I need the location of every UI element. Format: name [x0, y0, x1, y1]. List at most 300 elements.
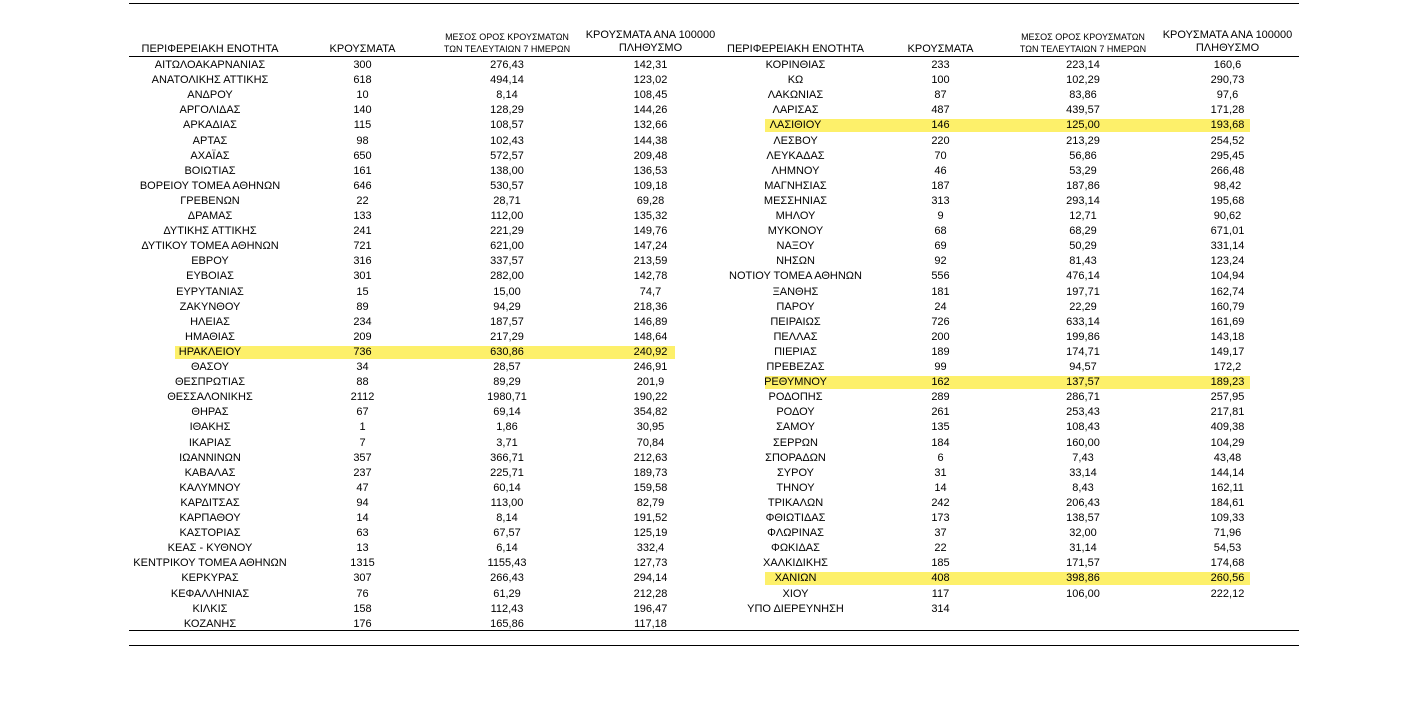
- right-cell-per100k: 184,61: [1210, 496, 1245, 509]
- right-cell-cases: 22: [934, 542, 947, 555]
- right-cell-cases: 220: [931, 134, 950, 147]
- left-cell-name: ΚΟΖΑΝΗΣ: [183, 617, 237, 630]
- left-cell-per100k: 246,91: [633, 361, 668, 373]
- left-cell-per100k: 136,53: [633, 164, 668, 177]
- left-cell-cases: 133: [353, 210, 372, 222]
- right-cell-name: ΣΑΜΟΥ: [776, 421, 815, 434]
- left-cell-avg7: 630,86: [490, 345, 524, 358]
- right-cell-per100k: 290,73: [1210, 74, 1245, 87]
- left-cell-avg7: 128,29: [490, 104, 524, 117]
- right-cell-cases: 185: [931, 557, 950, 570]
- right-cell-name: ΤΡΙΚΑΛΩΝ: [767, 496, 824, 509]
- right-cell-per100k: 104,94: [1210, 270, 1245, 283]
- left-cell-avg7: 337,57: [490, 255, 524, 268]
- left-cell-avg7: 621,00: [490, 240, 524, 253]
- right-cell-name: ΥΠΟ ΔΙΕΡΕΥΝΗΣΗ: [747, 602, 844, 615]
- right-table-row: [0, 511, 1409, 526]
- left-cell-per100k: 144,38: [633, 134, 668, 147]
- left-cell-per100k: 127,73: [633, 557, 668, 570]
- left-cell-cases: 721: [353, 240, 372, 253]
- right-cell-per100k: 149,17: [1210, 345, 1245, 358]
- left-cell-per100k: 159,58: [633, 481, 668, 494]
- right-table-row: [0, 73, 1409, 88]
- left-cell-name: ΗΜΑΘΙΑΣ: [185, 330, 235, 343]
- right-cell-per100k: 123,24: [1210, 255, 1245, 268]
- left-cell-cases: 15: [356, 285, 369, 298]
- left-cell-per100k: 70,84: [636, 436, 665, 449]
- right-cell-per100k: 217,81: [1210, 406, 1245, 419]
- left-cell-name: ΚΕΦΑΛΛΗΝΙΑΣ: [170, 587, 250, 600]
- right-cell-cases: 556: [931, 270, 950, 283]
- right-cell-cases: 24: [934, 300, 947, 313]
- right-table-row: [0, 360, 1409, 375]
- left-cell-per100k: 146,89: [633, 315, 668, 328]
- left-cell-cases: 47: [356, 481, 369, 494]
- left-header-avg7: ΜΕΣΟΣ ΟΡΟΣ ΚΡΟΥΣΜΑΤΩΝ ΤΩΝ ΤΕΛΕΥΤΑΙΩΝ 7 ΗΜΕΡΩΝ: [443, 32, 571, 54]
- right-cell-avg7: 137,57: [1066, 376, 1100, 389]
- right-table-row: [0, 405, 1409, 420]
- right-cell-per100k: 109,33: [1210, 512, 1245, 524]
- right-cell-cases: 146: [931, 119, 950, 132]
- left-cell-name: ΓΡΕΒΕΝΩΝ: [180, 194, 240, 207]
- left-cell-per100k: 209,48: [633, 149, 668, 162]
- left-cell-name: ΚΕΡΚΥΡΑΣ: [181, 572, 239, 585]
- right-cell-cases: 68: [934, 225, 947, 238]
- right-cell-cases: 117: [931, 587, 950, 600]
- left-cell-avg7: 282,00: [490, 270, 524, 283]
- left-cell-name: ΔΥΤΙΚΗΣ ΑΤΤΙΚΗΣ: [163, 225, 257, 238]
- right-cell-name: ΧΑΛΚΙΔΙΚΗΣ: [763, 557, 828, 570]
- right-cell-name: ΜΕΣΣΗΝΙΑΣ: [763, 194, 828, 207]
- right-cell-per100k: 97,6: [1216, 89, 1239, 102]
- right-cell-name: ΜΑΓΝΗΣΙΑΣ: [764, 179, 827, 192]
- left-cell-avg7: 89,29: [493, 376, 521, 389]
- right-cell-per100k: 189,23: [1210, 376, 1245, 389]
- left-cell-avg7: 112,43: [490, 602, 524, 615]
- left-cell-cases: 76: [356, 587, 369, 600]
- right-cell-cases: 200: [931, 330, 950, 343]
- left-cell-per100k: 201,9: [636, 376, 665, 389]
- left-cell-avg7: 138,00: [490, 164, 524, 177]
- left-cell-name: ΚΑΡΔΙΤΣΑΣ: [180, 496, 240, 509]
- left-cell-per100k: 142,78: [633, 270, 668, 283]
- right-cell-avg7: 160,00: [1066, 436, 1100, 449]
- right-cell-per100k: 54,53: [1213, 542, 1242, 555]
- right-cell-avg7: 22,29: [1069, 300, 1097, 313]
- left-cell-avg7: 94,29: [493, 300, 521, 313]
- left-cell-per100k: 147,24: [633, 240, 668, 253]
- right-table-row: [0, 496, 1409, 511]
- right-cell-name: ΛΗΜΝΟΥ: [771, 164, 820, 177]
- left-cell-per100k: 332,4: [636, 542, 665, 555]
- right-cell-cases: 487: [931, 104, 950, 117]
- left-cell-cases: 618: [353, 74, 372, 87]
- right-cell-avg7: 12,71: [1069, 210, 1097, 222]
- right-table-row: [0, 587, 1409, 602]
- right-cell-avg7: 68,29: [1069, 225, 1097, 238]
- left-cell-cases: 650: [353, 149, 372, 162]
- left-cell-per100k: 212,63: [633, 451, 668, 464]
- right-table-row: [0, 179, 1409, 194]
- right-table-row: [0, 164, 1409, 179]
- left-cell-avg7: 28,71: [493, 194, 521, 207]
- right-cell-avg7: 199,86: [1066, 330, 1100, 343]
- right-table-row: [0, 118, 1409, 133]
- right-cell-cases: 9: [937, 210, 944, 222]
- right-cell-avg7: 102,29: [1066, 74, 1100, 87]
- left-cell-cases: 301: [353, 270, 372, 283]
- left-cell-cases: 140: [353, 104, 372, 117]
- right-cell-avg7: 94,57: [1069, 361, 1097, 373]
- right-cell-name: ΦΘΙΩΤΙΔΑΣ: [765, 512, 826, 524]
- right-cell-name: ΣΠΟΡΑΔΩΝ: [765, 451, 826, 464]
- right-cell-avg7: 32,00: [1069, 527, 1097, 540]
- right-cell-cases: 261: [931, 406, 950, 419]
- left-cell-name: ΑΝΔΡΟΥ: [187, 89, 233, 102]
- right-cell-cases: 87: [934, 89, 947, 102]
- left-cell-per100k: 196,47: [633, 602, 668, 615]
- right-cell-name: ΣΕΡΡΩΝ: [773, 436, 818, 449]
- left-cell-name: ΑΡΤΑΣ: [192, 134, 228, 147]
- right-cell-name: ΠΡΕΒΕΖΑΣ: [766, 361, 825, 373]
- left-cell-name: ΙΚΑΡΙΑΣ: [188, 436, 232, 449]
- left-cell-avg7: 276,43: [490, 59, 524, 71]
- left-cell-avg7: 15,00: [493, 285, 521, 298]
- left-cell-name: ΔΥΤΙΚΟΥ ΤΟΜΕΑ ΑΘΗΝΩΝ: [141, 240, 279, 253]
- left-cell-avg7: 1155,43: [487, 557, 527, 570]
- right-cell-avg7: 293,14: [1066, 194, 1100, 207]
- left-cell-per100k: 189,73: [633, 466, 668, 479]
- left-cell-per100k: 132,66: [633, 119, 668, 132]
- right-cell-avg7: 206,43: [1066, 496, 1100, 509]
- right-cell-name: ΚΩ: [787, 74, 804, 87]
- left-cell-name: ΖΑΚΥΝΘΟΥ: [179, 300, 241, 313]
- left-cell-per100k: 69,28: [636, 194, 665, 207]
- left-cell-avg7: 112,00: [490, 210, 524, 222]
- right-header-avg7: ΜΕΣΟΣ ΟΡΟΣ ΚΡΟΥΣΜΑΤΩΝ ΤΩΝ ΤΕΛΕΥΤΑΙΩΝ 7 ΗΜΕΡΩΝ: [1019, 32, 1147, 54]
- left-cell-per100k: 117,18: [634, 617, 667, 630]
- right-cell-cases: 14: [934, 481, 947, 494]
- left-cell-cases: 158: [353, 602, 372, 615]
- right-cell-name: ΠΕΛΛΑΣ: [773, 330, 818, 343]
- right-cell-name: ΛΕΥΚΑΔΑΣ: [766, 149, 825, 162]
- left-cell-per100k: 123,02: [633, 74, 668, 87]
- right-header-per100k: ΚΡΟΥΣΜΑΤΑ ΑΝΑ 100000 ΠΛΗΘΥΣΜΟ: [1162, 29, 1293, 54]
- left-cell-cases: 1: [359, 421, 366, 434]
- right-cell-per100k: 160,79: [1210, 300, 1245, 313]
- right-table-row: [0, 451, 1409, 466]
- right-cell-avg7: 398,86: [1066, 572, 1100, 585]
- right-cell-avg7: 50,29: [1069, 240, 1097, 253]
- right-table-row: [0, 209, 1409, 224]
- left-cell-name: ΒΟΙΩΤΙΑΣ: [184, 164, 236, 177]
- right-cell-name: ΠΙΕΡΙΑΣ: [774, 345, 817, 358]
- right-table-row: [0, 194, 1409, 209]
- right-cell-cases: 162: [931, 376, 950, 389]
- right-cell-avg7: 125,00: [1066, 119, 1100, 132]
- right-cell-per100k: 98,42: [1213, 179, 1242, 192]
- left-cell-name: ΑΙΤΩΛΟΑΚΑΡΝΑΝΙΑΣ: [154, 59, 266, 71]
- right-table-row: [0, 134, 1409, 149]
- right-cell-per100k: 172,2: [1213, 361, 1242, 373]
- left-cell-per100k: 144,26: [633, 104, 668, 117]
- right-cell-avg7: 138,57: [1066, 512, 1100, 524]
- left-cell-cases: 237: [353, 466, 372, 479]
- left-cell-avg7: 113,00: [490, 496, 524, 509]
- left-cell-name: ΕΥΡΥΤΑΝΙΑΣ: [176, 285, 244, 298]
- right-cell-avg7: 439,57: [1066, 104, 1100, 117]
- right-cell-cases: 37: [934, 527, 947, 540]
- right-table-row: [0, 481, 1409, 496]
- right-cell-per100k: 266,48: [1210, 164, 1245, 177]
- right-table-row: [0, 224, 1409, 239]
- right-cell-per100k: 162,74: [1210, 285, 1245, 298]
- right-cell-per100k: 143,18: [1210, 330, 1245, 343]
- left-cell-cases: 316: [353, 255, 372, 268]
- right-table-row: [0, 345, 1409, 360]
- left-cell-per100k: 30,95: [636, 421, 665, 434]
- left-cell-avg7: 67,57: [493, 527, 521, 540]
- left-cell-avg7: 6,14: [496, 542, 518, 555]
- left-cell-per100k: 148,64: [633, 330, 668, 343]
- left-cell-cases: 161: [353, 164, 372, 177]
- right-cell-per100k: 254,52: [1210, 134, 1245, 147]
- right-cell-per100k: 295,45: [1210, 149, 1245, 162]
- right-cell-cases: 6: [937, 451, 944, 464]
- bottom-rule: [129, 630, 1299, 631]
- left-cell-cases: 357: [353, 451, 372, 464]
- left-cell-name: ΑΝΑΤΟΛΙΚΗΣ ΑΤΤΙΚΗΣ: [151, 74, 269, 87]
- left-cell-name: ΕΒΡΟΥ: [191, 255, 229, 268]
- right-cell-per100k: 144,14: [1210, 466, 1245, 479]
- right-cell-name: ΡΟΔΟΠΗΣ: [768, 391, 823, 404]
- right-cell-cases: 100: [931, 74, 950, 87]
- left-cell-name: ΚΕΑΣ - ΚΥΘΝΟΥ: [167, 542, 253, 555]
- left-cell-per100k: 294,14: [633, 572, 668, 585]
- left-cell-avg7: 102,43: [490, 134, 524, 147]
- left-cell-name: ΚΑΣΤΟΡΙΑΣ: [179, 527, 241, 540]
- right-cell-avg7: 253,43: [1066, 406, 1100, 419]
- left-cell-name: ΑΧΑΪΑΣ: [190, 149, 230, 162]
- right-cell-name: ΧΑΝΙΩΝ: [774, 572, 817, 585]
- left-cell-per100k: 190,22: [633, 391, 668, 404]
- right-cell-cases: 314: [931, 602, 950, 615]
- left-cell-name: ΘΑΣΟΥ: [190, 361, 230, 373]
- left-cell-per100k: 82,79: [636, 496, 665, 509]
- right-cell-cases: 99: [934, 361, 947, 373]
- right-cell-name: ΦΩΚΙΔΑΣ: [771, 542, 820, 555]
- right-cell-name: ΞΑΝΘΗΣ: [772, 285, 819, 298]
- right-cell-name: ΛΑΣΙΘΙΟΥ: [769, 119, 822, 132]
- right-cell-avg7: 7,43: [1072, 451, 1094, 464]
- right-cell-cases: 135: [931, 421, 950, 434]
- right-cell-cases: 69: [934, 240, 947, 253]
- right-cell-name: ΡΟΔΟΥ: [776, 406, 815, 419]
- left-cell-name: ΑΡΓΟΛΙΔΑΣ: [179, 104, 241, 117]
- right-cell-name: ΚΟΡΙΝΘΙΑΣ: [765, 59, 826, 71]
- right-cell-per100k: 195,68: [1210, 194, 1245, 207]
- right-cell-avg7: 56,86: [1069, 149, 1097, 162]
- right-table-row: [0, 466, 1409, 481]
- left-cell-name: ΘΕΣΣΑΛΟΝΙΚΗΣ: [167, 391, 253, 404]
- left-cell-cases: 13: [356, 542, 369, 555]
- left-header-per100k: ΚΡΟΥΣΜΑΤΑ ΑΝΑ 100000 ΠΛΗΘΥΣΜΟ: [585, 29, 716, 54]
- left-cell-name: ΚΕΝΤΡΙΚΟΥ ΤΟΜΕΑ ΑΘΗΝΩΝ: [133, 557, 287, 570]
- right-cell-cases: 313: [931, 194, 950, 207]
- right-cell-per100k: 160,6: [1213, 59, 1242, 71]
- right-cell-per100k: 171,28: [1210, 104, 1245, 117]
- left-cell-avg7: 221,29: [490, 225, 524, 238]
- right-table-row: [0, 269, 1409, 284]
- left-cell-cases: 10: [356, 89, 369, 102]
- right-table-row: [0, 330, 1409, 345]
- left-cell-per100k: 218,36: [633, 300, 668, 313]
- right-cell-avg7: 197,71: [1066, 285, 1100, 298]
- left-cell-avg7: 366,71: [490, 451, 524, 464]
- right-cell-name: ΛΑΡΙΣΑΣ: [772, 104, 819, 117]
- left-cell-per100k: 240,92: [633, 345, 668, 358]
- right-cell-cases: 289: [931, 391, 950, 404]
- right-cell-cases: 233: [931, 59, 950, 71]
- left-cell-name: ΔΡΑΜΑΣ: [187, 210, 233, 222]
- left-cell-avg7: 187,57: [490, 315, 524, 328]
- left-cell-avg7: 61,29: [493, 587, 521, 600]
- left-cell-cases: 88: [356, 376, 369, 389]
- left-cell-avg7: 572,57: [490, 149, 524, 162]
- left-cell-per100k: 74,7: [639, 285, 662, 298]
- left-cell-name: ΗΛΕΙΑΣ: [190, 315, 230, 328]
- right-cell-per100k: 409,38: [1210, 421, 1245, 434]
- right-table-row: [0, 300, 1409, 315]
- right-cell-avg7: 213,29: [1066, 134, 1100, 147]
- left-cell-avg7: 266,43: [490, 572, 524, 585]
- left-cell-avg7: 108,57: [490, 119, 524, 132]
- left-cell-avg7: 225,71: [490, 466, 524, 479]
- right-cell-cases: 189: [931, 345, 950, 358]
- right-cell-avg7: 174,71: [1066, 345, 1100, 358]
- left-cell-cases: 14: [356, 512, 369, 524]
- left-cell-cases: 646: [353, 179, 372, 192]
- left-cell-avg7: 530,57: [490, 179, 524, 192]
- right-cell-name: ΦΛΩΡΙΝΑΣ: [767, 527, 824, 540]
- left-cell-per100k: 212,28: [633, 587, 668, 600]
- right-cell-name: ΝΟΤΙΟΥ ΤΟΜΕΑ ΑΘΗΝΩΝ: [729, 270, 862, 283]
- left-cell-name: ΙΘΑΚΗΣ: [189, 421, 231, 434]
- right-cell-per100k: 174,68: [1210, 557, 1245, 570]
- right-table-row: [0, 103, 1409, 118]
- left-cell-cases: 63: [356, 527, 369, 540]
- right-table-row: [0, 375, 1409, 390]
- right-cell-per100k: 671,01: [1210, 225, 1245, 238]
- right-cell-name: ΤΗΝΟΥ: [776, 481, 815, 494]
- right-cell-cases: 726: [931, 315, 950, 328]
- left-cell-per100k: 108,45: [633, 89, 668, 102]
- left-cell-name: ΚΑΛΥΜΝΟΥ: [179, 481, 241, 494]
- left-header-cases: ΚΡΟΥΣΜΑΤΑ: [329, 43, 396, 55]
- right-cell-cases: 184: [931, 436, 950, 449]
- right-cell-avg7: [1013, 602, 1153, 617]
- right-cell-cases: 242: [931, 496, 950, 509]
- header-rule: [129, 56, 1299, 57]
- right-cell-name: ΜΗΛΟΥ: [775, 210, 816, 222]
- left-cell-cases: 234: [353, 315, 372, 328]
- left-cell-cases: 307: [353, 572, 372, 585]
- right-cell-name: ΜΥΚΟΝΟΥ: [767, 225, 824, 238]
- left-cell-cases: 115: [353, 119, 372, 132]
- left-cell-cases: 34: [356, 361, 369, 373]
- right-cell-per100k: [1155, 602, 1300, 617]
- left-cell-avg7: 217,29: [490, 330, 524, 343]
- right-cell-avg7: 633,14: [1066, 315, 1100, 328]
- left-cell-cases: 736: [353, 345, 372, 358]
- right-cell-avg7: 187,86: [1066, 179, 1100, 192]
- left-cell-cases: 2112: [350, 391, 375, 404]
- right-table-row: [0, 239, 1409, 254]
- left-cell-name: ΕΥΒΟΙΑΣ: [186, 270, 234, 283]
- right-cell-name: ΛΕΣΒΟΥ: [773, 134, 818, 147]
- right-table-row: [0, 420, 1409, 435]
- left-cell-avg7: 8,14: [496, 89, 518, 102]
- right-cell-cases: 173: [931, 512, 950, 524]
- right-table-row: [0, 556, 1409, 571]
- left-cell-cases: 209: [353, 330, 372, 343]
- right-table-row: [0, 149, 1409, 164]
- left-cell-name: ΗΡΑΚΛΕΙΟΥ: [178, 345, 242, 358]
- left-cell-avg7: 3,71: [496, 436, 518, 449]
- right-table-row: [0, 58, 1409, 73]
- right-cell-avg7: 31,14: [1069, 542, 1097, 555]
- left-cell-per100k: 109,18: [633, 179, 668, 192]
- left-cell-avg7: 165,86: [490, 617, 524, 630]
- right-table-row: [0, 390, 1409, 405]
- left-cell-per100k: 135,32: [633, 210, 668, 222]
- left-cell-per100k: 354,82: [633, 406, 668, 419]
- right-cell-avg7: 83,86: [1069, 89, 1097, 102]
- left-cell-name: ΚΙΛΚΙΣ: [192, 602, 228, 615]
- left-cell-cases: 94: [356, 496, 369, 509]
- right-header-cases: ΚΡΟΥΣΜΑΤΑ: [907, 43, 974, 55]
- right-cell-cases: 187: [931, 179, 950, 192]
- right-table-row: [0, 315, 1409, 330]
- left-cell-avg7: 60,14: [493, 481, 521, 494]
- right-cell-avg7: 33,14: [1069, 466, 1097, 479]
- right-cell-per100k: 71,96: [1213, 527, 1242, 540]
- right-table-row: [0, 541, 1409, 556]
- left-cell-cases: 67: [356, 406, 369, 419]
- left-cell-cases: 300: [353, 59, 372, 71]
- right-cell-per100k: 222,12: [1210, 587, 1245, 600]
- left-cell-name: ΑΡΚΑΔΙΑΣ: [183, 119, 237, 132]
- right-cell-avg7: 106,00: [1066, 587, 1100, 600]
- left-cell-name: ΚΑΡΠΑΘΟΥ: [179, 512, 241, 524]
- right-cell-cases: 31: [934, 466, 947, 479]
- left-cell-avg7: 494,14: [490, 74, 524, 87]
- right-cell-name: ΡΕΘΥΜΝΟΥ: [764, 376, 827, 389]
- left-cell-name: ΒΟΡΕΙΟΥ ΤΟΜΕΑ ΑΘΗΝΩΝ: [139, 179, 281, 192]
- right-table-row: [0, 436, 1409, 451]
- right-cell-name: ΝΗΣΩΝ: [776, 255, 815, 268]
- right-cell-avg7: 108,43: [1066, 421, 1100, 434]
- right-header-region: ΠΕΡΙΦΕΡΕΙΑΚΗ ΕΝΟΤΗΤΑ: [727, 43, 864, 55]
- left-cell-name: ΘΗΡΑΣ: [191, 406, 229, 419]
- right-cell-name: ΛΑΚΩΝΙΑΣ: [767, 89, 824, 102]
- left-cell-cases: 1315: [350, 557, 375, 570]
- right-cell-per100k: 331,14: [1210, 240, 1245, 253]
- right-cell-avg7: 223,14: [1066, 59, 1100, 71]
- left-cell-avg7: 8,14: [496, 512, 518, 524]
- left-cell-cases: 176: [353, 617, 372, 630]
- right-cell-avg7: 53,29: [1069, 164, 1097, 177]
